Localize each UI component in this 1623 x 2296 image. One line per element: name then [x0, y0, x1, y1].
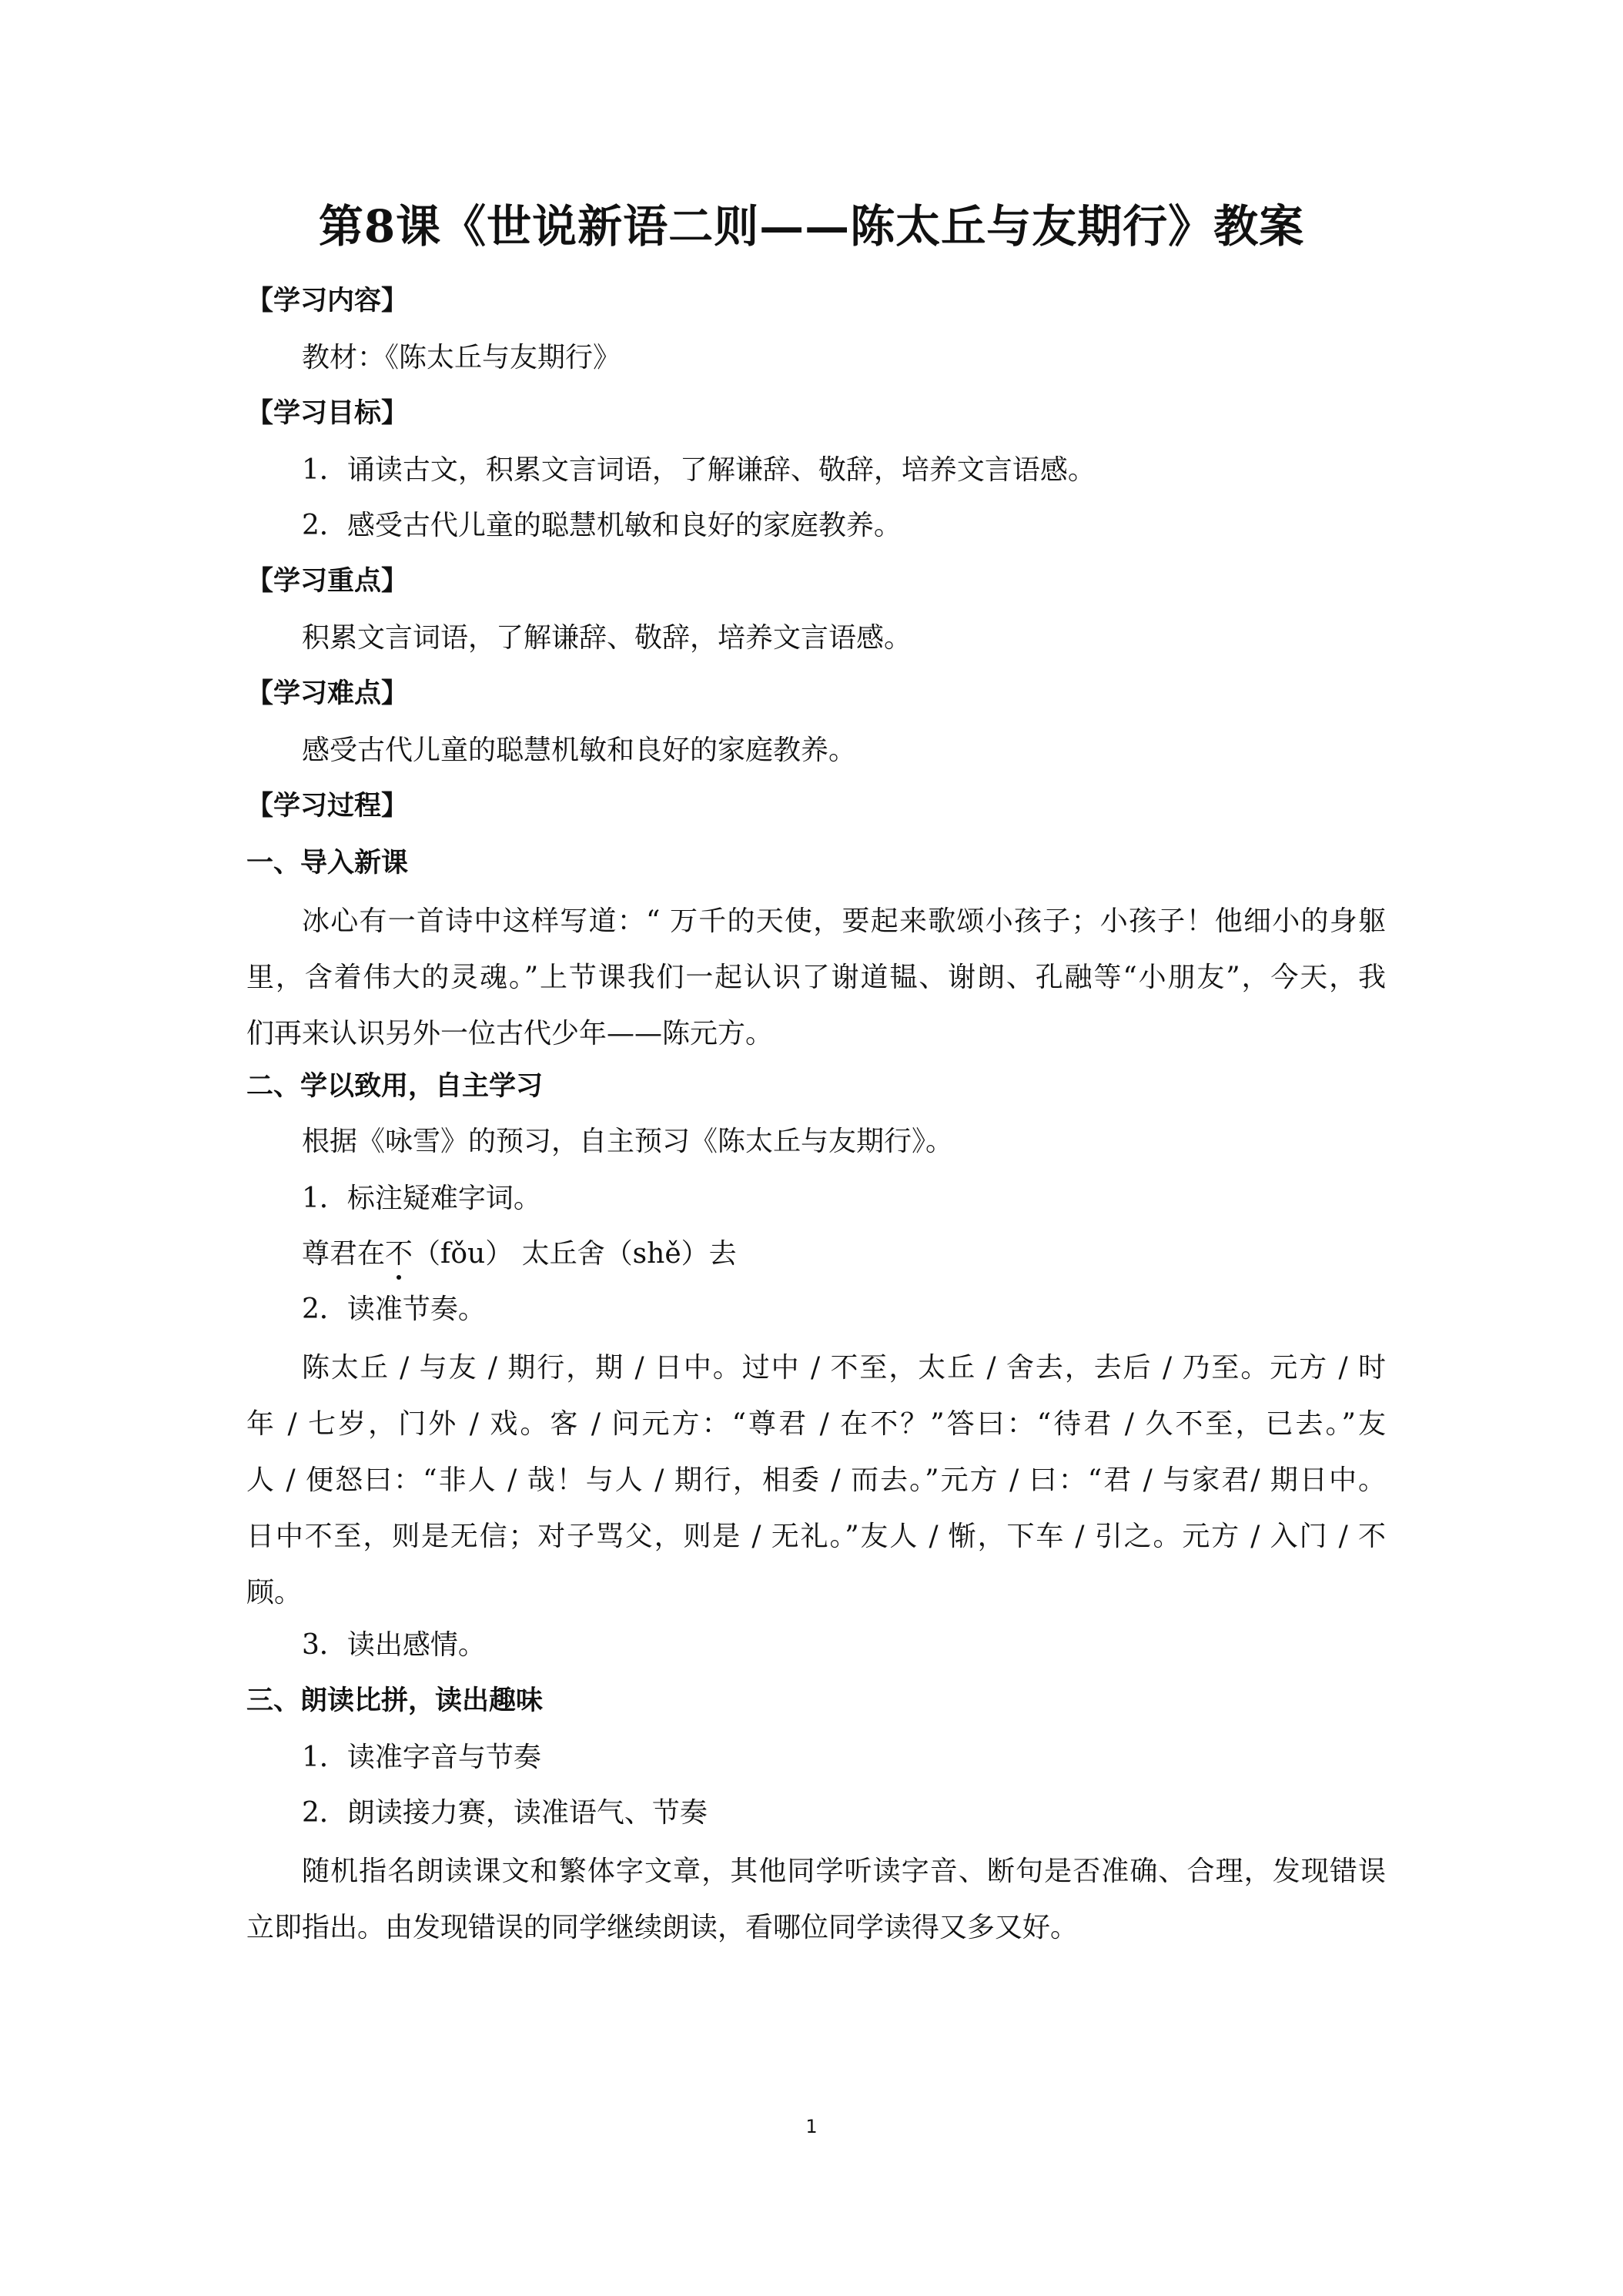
key-points-text: 积累文言词语，了解谦辞、敬辞，培养文言语感。	[302, 622, 912, 654]
heading-learning-goals: 【学习目标】	[246, 398, 409, 429]
page-number: 1	[805, 2116, 818, 2137]
heading-learning-content: 【学习内容】	[246, 286, 409, 316]
difficult-words-suffix: （fǒu） 太丘舍（shě）去	[413, 1238, 737, 1270]
difficult-words-line	[302, 1235, 1386, 1274]
rhythm-paragraph	[246, 1340, 1386, 1621]
part3-heading: 三、朗读比拼，读出趣味	[246, 1685, 544, 1716]
goal-item-2: 2．感受古代儿童的聪慧机敏和良好的家庭教养。	[302, 510, 902, 541]
learning-content-text: 教材：《陈太丘与友期行》	[302, 342, 621, 373]
difficulties-text: 感受古代儿童的聪慧机敏和良好的家庭教养。	[302, 735, 857, 766]
part2-heading: 二、学以致用，自主学习	[246, 1071, 544, 1102]
rhythm-line: 顾。	[246, 1577, 303, 1608]
heading-learning-process: 【学习过程】	[246, 791, 409, 822]
part3-paragraph	[246, 1843, 1386, 1956]
part1-paragraph-line: 冰心有一首诗中这样写道：“ 万千的天使，要起来歌颂小孩子；小孩子！他细小的身躯	[302, 905, 1386, 937]
heading-difficulties: 【学习难点】	[246, 678, 409, 709]
emphasized-character: 不	[385, 1235, 413, 1274]
part3-item-1: 1．读准字音与节奏	[302, 1742, 541, 1773]
part3-paragraph-line: 随机指名朗读课文和繁体字文章，其他同学听读字音、断句是否准确、合理，发现错误	[302, 1856, 1386, 1887]
part3-item-2: 2．朗读接力赛，读准语气、节奏	[302, 1797, 708, 1829]
part2-item-3: 3．读出感情。	[302, 1629, 486, 1661]
rhythm-line: 陈太丘 / 与友 / 期行，期 / 日中。过中 / 不至，太丘 / 舍去，去后 / 乃至。元方 / 时	[302, 1352, 1386, 1384]
document-title: 第8课《世说新语二则——陈太丘与友期行》教案	[318, 200, 1305, 253]
part2-item-1: 1．标注疑难字词。	[302, 1183, 541, 1214]
difficult-words-prefix: 尊君在	[302, 1238, 386, 1270]
rhythm-line: 年 / 七岁，门外 / 戏。客 / 问元方：“尊君 / 在不？”答曰：“待君 / 久不至，已去。”友	[246, 1408, 1386, 1440]
part1-paragraph-line: 里，含着伟大的灵魂。”上节课我们一起认识了谢道韫、谢朗、孔融等“小朋友”，今天，我	[246, 962, 1386, 993]
part1-paragraph-line: 们再来认识另外一位古代少年——陈元方。	[246, 1018, 774, 1049]
part2-item-2: 2．读准节奏。	[302, 1294, 486, 1325]
heading-key-points: 【学习重点】	[246, 566, 409, 597]
rhythm-line: 人 / 便怒曰：“非人 / 哉！与人 / 期行，相委 / 而去。”元方 / 曰：“君 / 与家君/ 期日中。	[246, 1464, 1386, 1496]
rhythm-line: 日中不至，则是无信；对子骂父，则是 / 无礼。”友人 / 惭，下车 / 引之。元方 / 入门 / 不	[246, 1521, 1386, 1552]
goal-item-1: 1．诵读古文，积累文言词语，了解谦辞、敬辞，培养文言语感。	[302, 454, 1096, 486]
part1-paragraph	[246, 893, 1386, 1062]
part3-paragraph-line: 立即指出。由发现错误的同学继续朗读，看哪位同学读得又多又好。	[246, 1912, 1079, 1943]
part1-heading: 一、导入新课	[246, 848, 409, 879]
part2-intro: 根据《咏雪》的预习，自主预习《陈太丘与友期行》。	[302, 1126, 954, 1157]
